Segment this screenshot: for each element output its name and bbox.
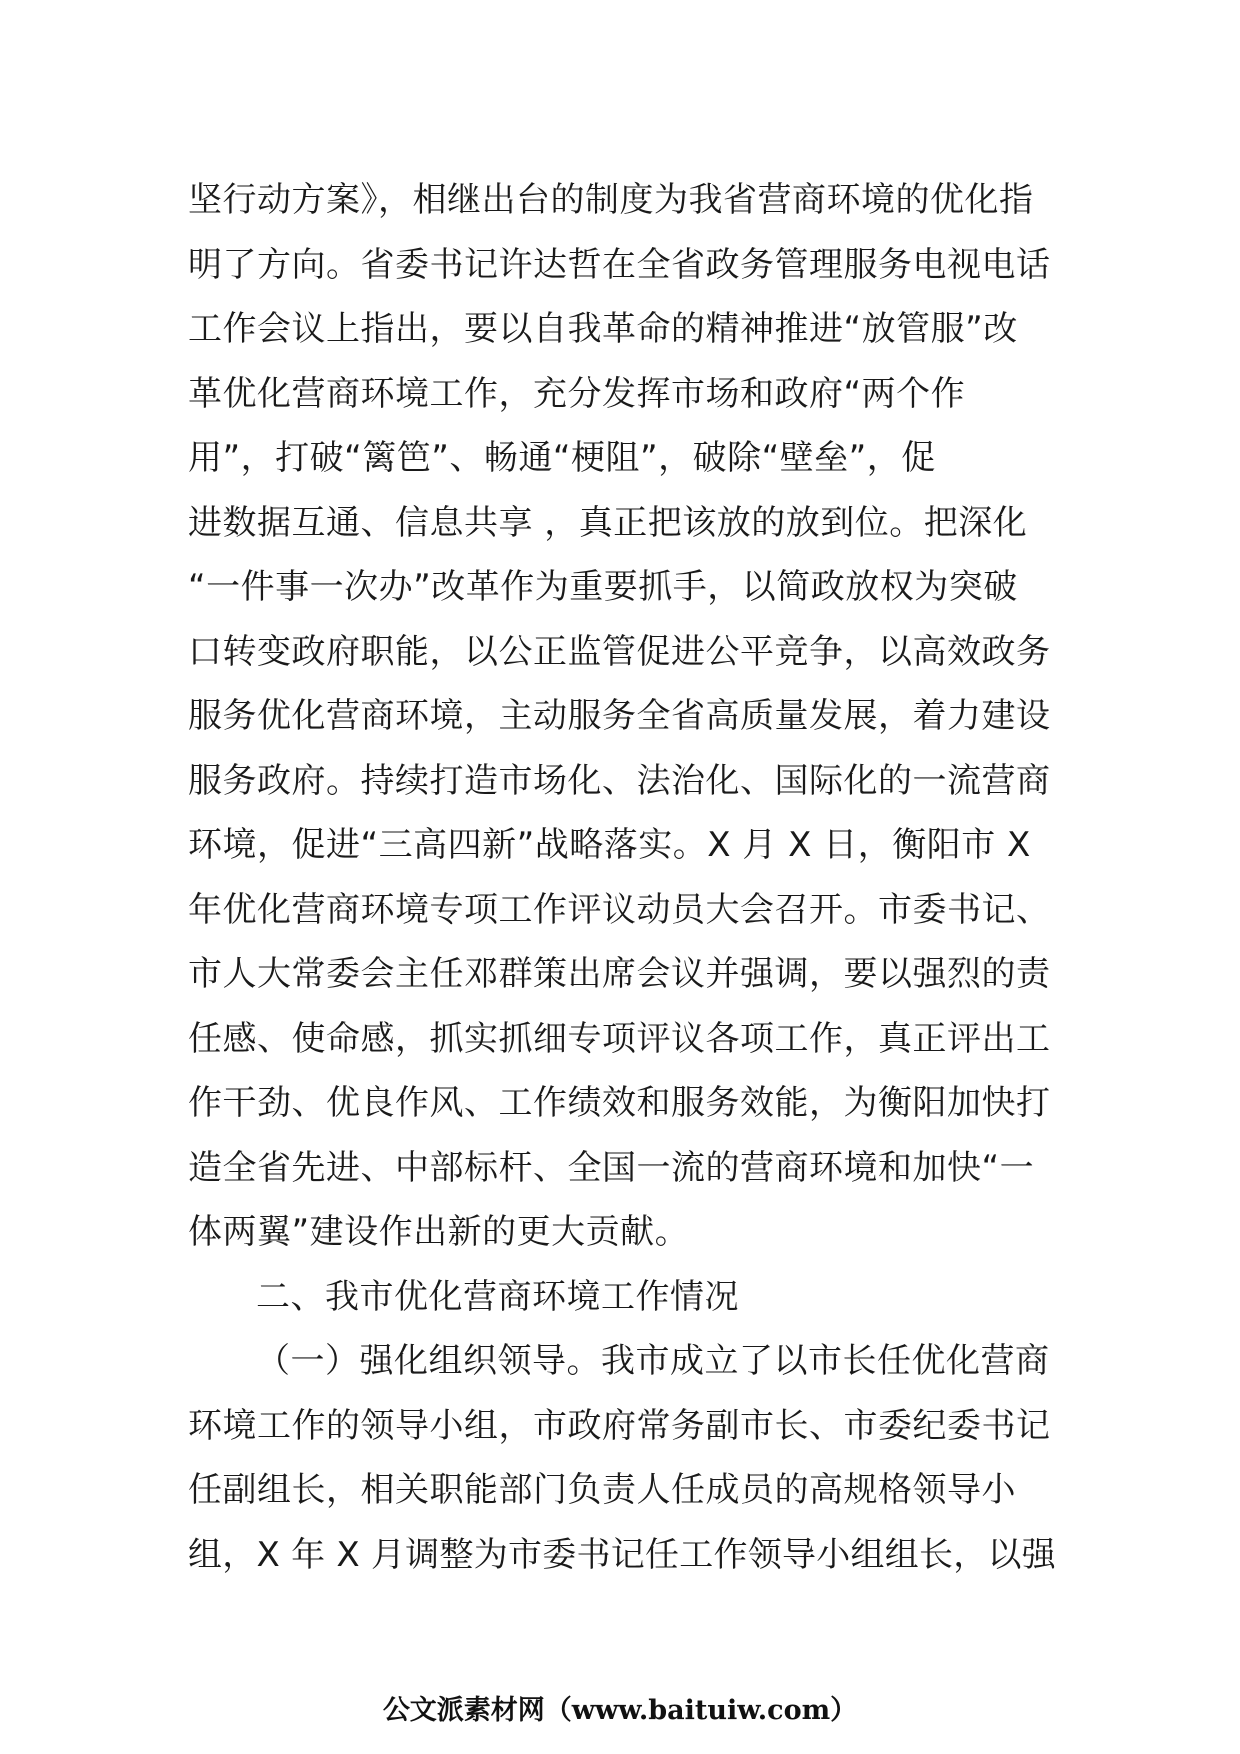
text-line: 作干劲、优良作风、工作绩效和服务效能，为衡阳加快打 <box>188 1083 1051 1123</box>
text-line: 市人大常委会主任邓群策出席会议并强调，要以强烈的责 <box>188 954 1051 994</box>
text-line: 用”，打破“篱笆”、畅通“梗阻”，破除“壁垒”，促 <box>188 438 936 478</box>
footer-watermark: 公文派素材网（www.baituiw.com） <box>382 1695 858 1726</box>
text-line: 环境，促进“三高四新”战略落实。X 月 X 日，衡阳市 X <box>188 825 1031 865</box>
text-line: 体两翼”建设作出新的更大贡献。 <box>188 1212 690 1252</box>
text-line: 服务优化营商环境，主动服务全省高质量发展，着力建设 <box>188 696 1051 736</box>
text-line: 环境工作的领导小组，市政府常务副市长、市委纪委书记 <box>188 1405 1051 1446</box>
text-line: 造全省先进、中部标杆、全国一流的营商环境和加快“一 <box>188 1147 1035 1188</box>
text-line: 任感、使命感，抓实抓细专项评议各项工作，真正评出工 <box>188 1018 1051 1059</box>
text-line: 服务政府。持续打造市场化、法治化、国际化的一流营商 <box>188 760 1051 801</box>
text-line: （一）强化组织领导。我市成立了以市长任优化营商 <box>256 1341 1050 1381</box>
text-line: 工作会议上指出，要以自我革命的精神推进“放管服”改 <box>188 309 1018 349</box>
text-line: 明了方向。省委书记许达哲在全省政务管理服务电视电话 <box>188 244 1051 285</box>
text-line: “一件事一次办”改革作为重要抓手，以简政放权为突破 <box>188 567 1018 607</box>
text-line: 口转变政府职能，以公正监管促进公平竞争，以高效政务 <box>188 631 1051 672</box>
document-body <box>188 168 1056 1587</box>
text-line: 任副组长，相关职能部门负责人任成员的高规格领导小 <box>188 1470 1016 1510</box>
text-line: 进数据互通、信息共享 ，真正把该放的放到位。把深化 <box>188 502 1028 543</box>
text-line: 二、我市优化营商环境工作情况 <box>256 1276 739 1317</box>
text-line: 坚行动方案》，相继出台的制度为我省营商环境的优化指 <box>188 180 1034 220</box>
text-line: 组，X 年 X 月调整为市委书记任工作领导小组组长，以强 <box>188 1534 1057 1575</box>
text-line: 年优化营商环境专项工作评议动员大会召开。市委书记、 <box>188 889 1051 930</box>
text-line: 革优化营商环境工作，充分发挥市场和政府“两个作 <box>188 373 966 414</box>
